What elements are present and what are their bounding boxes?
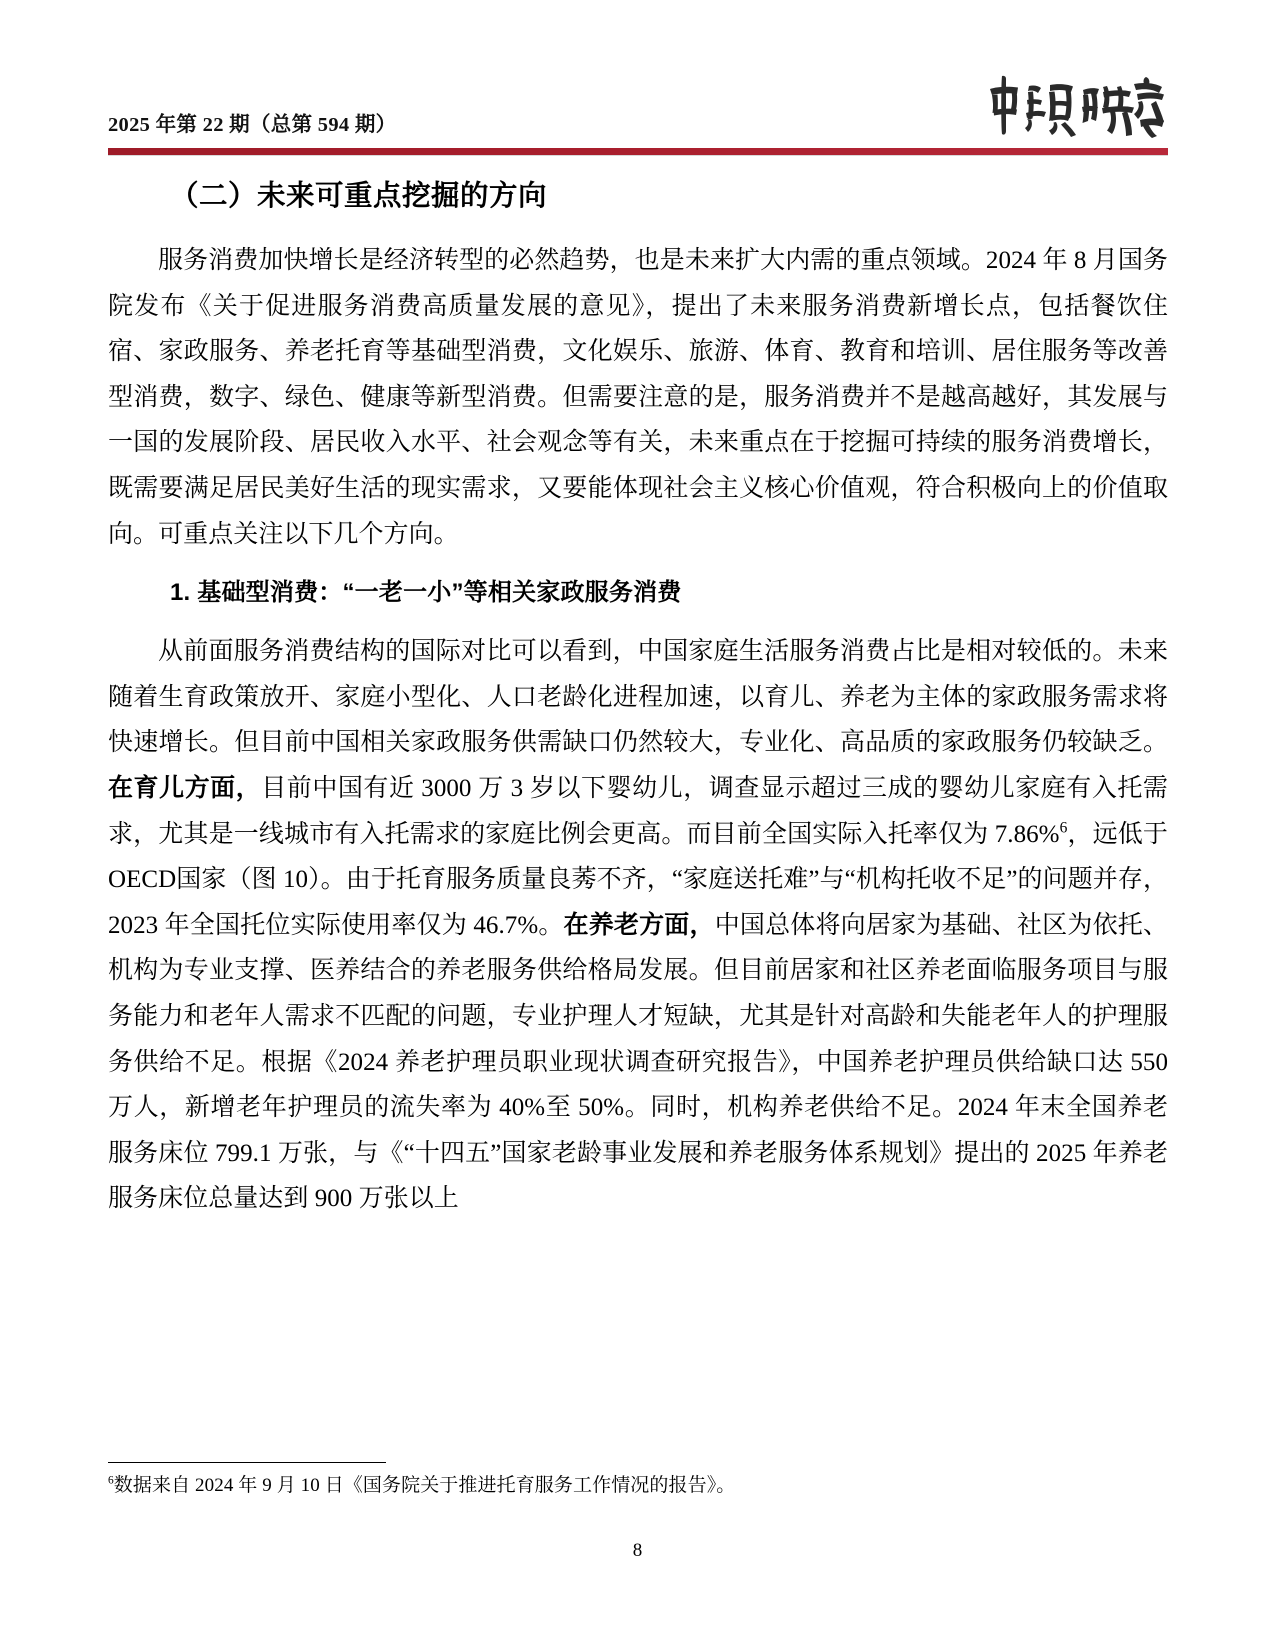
paragraph-segment-intro: 从前面服务消费结构的国际对比可以看到，中国家庭生活服务消费占比是相对较低的。未来随着生育政策放开、家庭小型化、人口老龄化进程加速，以育儿、养老为主体的家政服务需求将快速增长。但目前中国相关家政服务供需缺口仍然较大，专业化、高品质的家政服务仍较缺乏。 (108, 638, 1168, 757)
paragraph-segment-childcare: 目前中国有近 3000 万 3 岁以下婴幼儿，调查显示超过三成的婴幼儿家庭有入托需求，尤其是一线城市有入托需求的家庭比例会更高。而目前全国实际入托率仅为 7.86% (108, 774, 1168, 848)
paragraph-segment-childcare-cont: ，远低于OECD国家（图 10）。由于托育服务质量良莠不齐，“家庭送托难”与“机构托收不足”的问题并存，2023 年全国托位实际使用率仅为 46.7%。 (108, 820, 1168, 939)
paragraph-service-consumption-growth: 服务消费加快增长是经济转型的必然趋势，也是未来扩大内需的重点领域。2024 年 8 月国务院发布《关于促进服务消费高质量发展的意见》，提出了未来服务消费新增长点，包括餐饮住宿、家政服务、养老托育等基础型消费，文化娱乐、旅游、体育、教育和培训、居住服务等改善型消费，数字、绿色、健康等新型消费。但需要注意的是，服务消费并不是越高越好，其发展与一国的发展阶段、居民收入水平、社会观念等有关，未来重点在于挖掘可持续的服务消费增长，既需要满足居民美好生活的现实需求，又要能体现社会主义核心价值观，符合积极向上的价值取向。可重点关注以下几个方向。 (108, 247, 1168, 548)
page-header (108, 72, 1166, 152)
paragraph-household-services (108, 629, 1168, 1222)
footnote-marker: 6 (108, 1474, 114, 1487)
footnote-divider (108, 1462, 386, 1463)
footnote-reference-6[interactable]: 6 (1059, 819, 1068, 837)
issue-line: 2025 年第 22 期（总第 594 期） (108, 114, 397, 136)
document-content (108, 168, 1168, 1222)
footnote-area (108, 1462, 1168, 1501)
footnote-body: 数据来自 2024 年 9 月 10 日《国务院关于推进托育服务工作情况的报告》。 (113, 1475, 736, 1496)
zhongyin-research-logo (981, 72, 1166, 138)
section-heading: （二）未来可重点挖掘的方向 (170, 180, 548, 212)
subsection-heading-basic-consumption: 1. 基础型消费：“一老一小”等相关家政服务消费 (170, 579, 682, 607)
header-accent-rule (108, 148, 1168, 155)
footnote-entry (108, 1471, 1168, 1501)
paragraph-segment-elderly-care: 中国总体将向居家为基础、社区为依托、机构为专业支撑、医养结合的养老服务供给格局发展。但目前居家和社区养老面临服务项目与服务能力和老年人需求不匹配的问题，专业护理人才短缺，尤其是针对高龄和失能老年人的护理服务供给不足。根据《2024 养老护理员职业现状调查研究报告》，中国养老护理员供给缺口达 550 万人，新增老年护理员的流失率为 40%至 50%。同时，机构养老供给不足。2024 年末全国养老服务床位 799.1 万张，与《“十四五”国家老龄事业发展和养老服务体系规划》提出的 2025 年养老服务床位总量达到 900 万张以上 (108, 911, 1169, 1213)
emphasis-elderly-care-aspect: 在养老方面， (563, 910, 715, 939)
page-number: 8 (632, 1540, 643, 1561)
emphasis-childcare-aspect: 在育儿方面， (108, 773, 262, 802)
